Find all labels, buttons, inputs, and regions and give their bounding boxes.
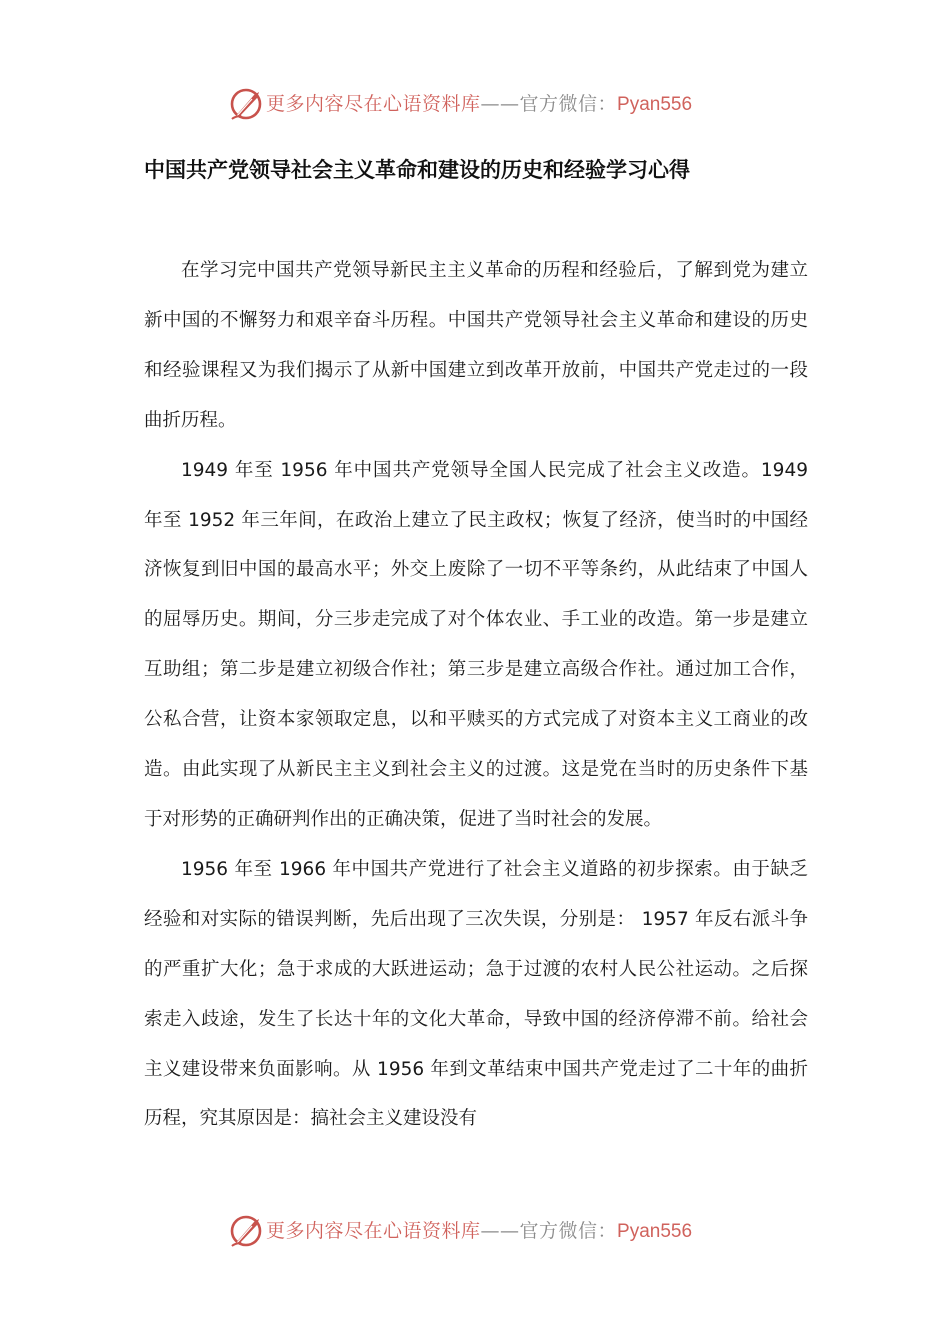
watermark-text <box>266 1217 692 1246</box>
wechat-id: Pyan556 <box>617 1221 693 1242</box>
paragraph: 1949 年至 1956 年中国共产党领导全国人民完成了社会主义改造。1949 年至 1952 年三年间，在政治上建立了民主政权；恢复了经济，使当时的中国经济恢复到旧中国的最高水平；外交上废除了一切不平等条约，从此结束了中国人的屈辱历史。期间，分三步走完成了对个体农业、手工业的改造。第一步是建立互助组；第二步是建立初级合作社；第三步是建立高级合作社。通过加工合作，公私合营，让资本家领取定息，以和平赎买的方式完成了对资本主义工商业的改造。由此实现了从新民主主义到社会主义的过渡。这是党在当时的历史条件下基于对形势的正确研判作出的正确决策，促进了当时社会的发展。 <box>144 459 808 830</box>
separator: —— <box>480 1220 520 1242</box>
wechat-label: 官方微信： <box>519 1220 618 1242</box>
pen-nib-circle-icon <box>228 1213 264 1249</box>
header-watermark-banner <box>0 84 950 124</box>
footer-watermark-banner <box>0 1211 950 1251</box>
document-body <box>144 246 808 1144</box>
watermark-text <box>266 90 692 119</box>
separator: —— <box>480 93 520 115</box>
wechat-id: Pyan556 <box>617 94 693 115</box>
brand-text: 更多内容尽在心语资料库 <box>266 1220 481 1242</box>
document-title: 中国共产党领导社会主义革命和建设的历史和经验学习心得 <box>144 157 690 182</box>
paragraph: 1956 年至 1966 年中国共产党进行了社会主义道路的初步探索。由于缺乏经验和对实际的错误判断，先后出现了三次失误，分别是： 1957 年反右派斗争的严重扩大化；急于求成的大跃进运动；急于过渡的农村人民公社运动。之后探索走入歧途，发生了长达十年的文化大革命，导致中国的经济停滞不前。给社会主义建设带来负面影响。从 1956 年到文革结束中国共产党走过了二十年的曲折历程，究其原因是：搞社会主义建设没有 <box>144 858 808 1130</box>
wechat-label: 官方微信： <box>519 93 618 115</box>
pen-nib-circle-icon <box>228 86 264 122</box>
brand-text: 更多内容尽在心语资料库 <box>266 93 481 115</box>
paragraph: 在学习完中国共产党领导新民主主义革命的历程和经验后，了解到党为建立新中国的不懈努力和艰辛奋斗历程。中国共产党领导社会主义革命和建设的历史和经验课程又为我们揭示了从新中国建立到改革开放前，中国共产党走过的一段曲折历程。 <box>144 260 808 431</box>
